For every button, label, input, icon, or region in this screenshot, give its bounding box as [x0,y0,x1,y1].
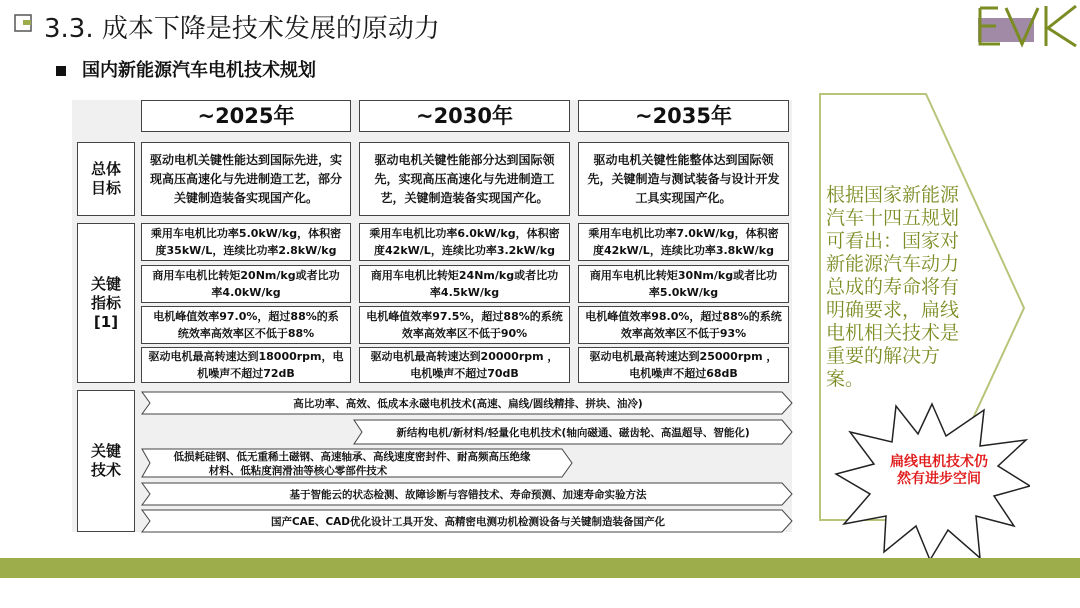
metric-efficiency-2025: 电机峰值效率97.0%，超过88%的系统效率高效率区不低于88% [141,306,351,344]
tech-item-2: 新结构电机/新材料/轻量化电机技术(轴向磁通、磁齿轮、高温超导、智能化) [396,427,750,439]
title-square-icon [14,14,32,32]
tech-arrows [138,390,798,536]
metric-torque-2035: 商用车电机比转矩30Nm/kg或者比功率5.0kW/kg [578,265,789,303]
goal-2025: 驱动电机关键性能达到国际先进，实现高压高速化与先进制造工艺，部分关键制造装备实现国产化。 [141,142,351,216]
metric-speed-2030: 驱动电机最高转速达到20000rpm ，电机噪声不超过70dB [359,347,570,383]
metric-torque-2030: 商用车电机比转矩24Nm/kg或者比功率4.5kW/kg [359,265,570,303]
metric-speed-2035: 驱动电机最高转速达到25000rpm ，电机噪声不超过68dB [578,347,789,383]
tech-item-3a: 低损耗硅钢、低无重稀土磁钢、高速轴承、高线速度密封件、耐高频高压绝缘 [173,451,531,463]
metric-power-2035: 乘用车电机比功率7.0kW/kg，体积密度42kW/L，连续比功率3.8kW/kg [578,223,789,261]
logo-text: EVK [972,4,974,5]
tech-item-4: 基于智能云的状态检测、故障诊断与容错技术、寿命预测、加速寿命实验方法 [289,489,647,501]
goal-2030: 驱动电机关键性能部分达到国际领先，实现高压高速化与先进制造工艺，关键制造装备实现国产化。 [359,142,570,216]
bottom-accent-bar [0,558,1080,578]
page-title: 3.3. 成本下降是技术发展的原动力 [44,14,440,44]
burst-text: 扁线电机技术仍然有进步空间 [890,454,988,487]
metric-speed-2025: 驱动电机最高转速达到18000rpm，电机噪声不超过72dB [141,347,351,383]
evk-logo [972,4,1078,48]
tech-item-5: 国产CAE、CAD优化设计工具开发、高精密电测功机检测设备与关键制造装备国产化 [270,516,666,528]
callout-text: 根据国家新能源汽车十四五规划可看出：国家对新能源汽车动力总成的寿命将有明确要求，扁线电机相关技术是重要的解决方案。 [826,184,960,390]
tech-item-3b: 材料、低粘度润滑油等核心零部件技术 [208,465,388,477]
goal-2035: 驱动电机关键性能整体达到国际领先，关键制造与测试装备与设计开发工具实现国产化。 [578,142,789,216]
metric-efficiency-2035: 电机峰值效率98.0%，超过88%的系统效率高效率区不低于93% [578,306,789,344]
subtitle-bullet-icon [56,66,66,76]
row-label-tech: 关键 技术 [77,390,135,532]
metric-efficiency-2030: 电机峰值效率97.5%，超过88%的系统效率高效率区不低于90% [359,306,570,344]
metric-power-2025: 乘用车电机比功率5.0kW/kg，体积密度35kW/L，连续比功率2.8kW/kg [141,223,351,261]
year-header-2030: ~2030年 [359,100,570,132]
row-label-goal: 总体 目标 [77,142,135,216]
metric-power-2030: 乘用车电机比功率6.0kW/kg，体积密度42kW/L，连续比功率3.2kW/kg [359,223,570,261]
tech-item-1: 高比功率、高效、低成本永磁电机技术(高速、扁线/圆线精排、拼块、油冷) [293,398,643,410]
page-subtitle: 国内新能源汽车电机技术规划 [82,60,316,81]
year-header-2025: ~2025年 [141,100,351,132]
year-header-2035: ~2035年 [578,100,789,132]
metric-torque-2025: 商用车电机比转矩20Nm/kg或者比功率4.0kW/kg [141,265,351,303]
row-label-metrics: 关键 指标 [1] [77,223,135,383]
